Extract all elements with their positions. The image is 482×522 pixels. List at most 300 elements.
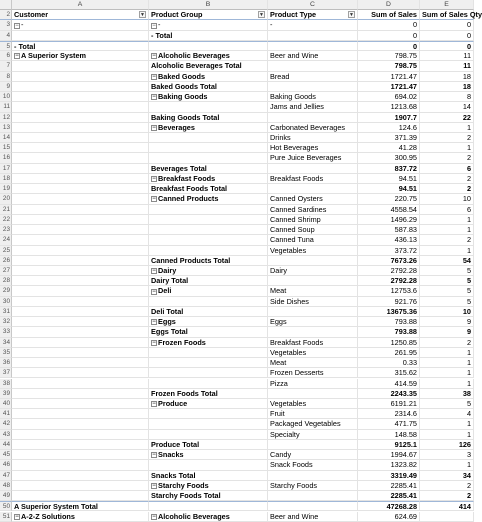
sum-of-sales-cell[interactable]: 94.51 [358,184,420,194]
product-type-filter-dropdown-icon[interactable]: ▼ [349,12,354,19]
customer-cell[interactable] [12,235,149,245]
product-group-cell[interactable] [149,102,268,112]
customer-cell[interactable] [12,471,149,481]
product-group-cell[interactable] [149,205,268,215]
sum-of-sales-cell[interactable]: 587.83 [358,225,420,235]
sum-of-sales-qty-cell[interactable]: 5 [420,276,474,286]
product-group-cell[interactable]: Alcoholic Beverages Total [149,61,268,71]
product-type-cell[interactable]: Starchy Foods [268,481,358,491]
sum-of-sales-qty-cell[interactable]: 9 [420,327,474,337]
sum-of-sales-qty-cell[interactable]: 8 [420,92,474,102]
sum-of-sales-qty-cell[interactable]: 10 [420,194,474,204]
customer-cell[interactable] [12,153,149,163]
product-type-cell[interactable]: Pizza [268,379,358,389]
product-type-cell[interactable] [268,501,358,511]
product-group-cell[interactable] [149,430,268,440]
product-type-cell[interactable]: Breakfast Foods [268,174,358,184]
product-group-cell[interactable]: Baking Goods Total [149,113,268,123]
sum-of-sales-cell[interactable]: 0.33 [358,358,420,368]
row-number[interactable]: 2 [0,10,12,20]
product-group-cell[interactable] [149,297,268,307]
row-number[interactable]: 44 [0,440,12,450]
sum-of-sales-qty-cell[interactable]: 0 [420,20,474,30]
row-number[interactable]: 17 [0,164,12,174]
customer-cell[interactable] [12,51,149,61]
product-type-cell[interactable] [268,491,358,501]
product-type-cell[interactable] [268,471,358,481]
row-number[interactable]: 39 [0,389,12,399]
product-type-cell[interactable]: Specialty [268,430,358,440]
sum-of-sales-qty-cell[interactable]: 0 [420,41,474,51]
customer-cell[interactable] [12,307,149,317]
product-group-cell[interactable]: Dairy Total [149,276,268,286]
product-group-cell[interactable] [149,153,268,163]
sum-of-sales-qty-cell[interactable]: 1 [420,246,474,256]
product-group-collapse-icon[interactable]: − [152,175,156,182]
product-group-collapse-icon[interactable]: − [152,53,156,60]
row-number[interactable]: 47 [0,471,12,481]
product-group-cell[interactable] [149,481,268,491]
customer-cell[interactable] [12,266,149,276]
sum-of-sales-qty-cell[interactable]: 3 [420,450,474,460]
sum-of-sales-qty-cell[interactable]: 5 [420,399,474,409]
row-number[interactable]: 3 [0,20,12,30]
row-number[interactable]: 28 [0,276,12,286]
sum-of-sales-qty-cell[interactable] [420,512,474,522]
sum-of-sales-cell[interactable]: 798.75 [358,61,420,71]
row-number[interactable]: 30 [0,297,12,307]
product-type-cell[interactable]: Canned Oysters [268,194,358,204]
customer-cell[interactable]: - Total [12,41,149,51]
sum-of-sales-qty-cell[interactable]: 38 [420,389,474,399]
sum-of-sales-qty-cell[interactable]: 18 [420,82,474,92]
customer-cell[interactable] [12,327,149,337]
sum-of-sales-qty-cell[interactable]: 5 [420,297,474,307]
row-number[interactable]: 14 [0,133,12,143]
product-group-collapse-icon[interactable]: − [152,482,156,489]
sum-of-sales-cell[interactable]: 2285.41 [358,481,420,491]
product-type-cell[interactable]: Vegetables [268,399,358,409]
customer-filter-dropdown-icon[interactable]: ▼ [140,12,145,19]
sum-of-sales-cell[interactable]: 471.75 [358,419,420,429]
sum-of-sales-qty-cell[interactable]: 1 [420,419,474,429]
sum-of-sales-cell[interactable]: 41.28 [358,143,420,153]
product-group-cell[interactable] [149,266,268,276]
product-group-cell[interactable] [149,133,268,143]
row-number[interactable]: 46 [0,460,12,470]
sum-of-sales-qty-cell[interactable]: 2 [420,481,474,491]
sum-of-sales-cell[interactable]: 1323.82 [358,460,420,470]
sum-of-sales-cell[interactable]: 220.75 [358,194,420,204]
row-number[interactable]: 35 [0,348,12,358]
product-group-collapse-icon[interactable]: − [152,22,156,29]
product-type-cell[interactable]: Jams and Jellies [268,102,358,112]
row-number[interactable]: 41 [0,409,12,419]
sum-of-sales-cell[interactable]: 2314.6 [358,409,420,419]
customer-cell[interactable] [12,276,149,286]
sum-of-sales-cell[interactable]: 793.88 [358,317,420,327]
product-type-cell[interactable]: Drinks [268,133,358,143]
product-type-cell[interactable]: Eggs [268,317,358,327]
customer-cell[interactable] [12,174,149,184]
sum-of-sales-cell[interactable]: 837.72 [358,164,420,174]
product-type-cell[interactable] [268,31,358,41]
product-type-cell[interactable]: Breakfast Foods [268,338,358,348]
sum-of-sales-qty-cell[interactable]: 11 [420,61,474,71]
customer-cell[interactable] [12,256,149,266]
customer-cell[interactable] [12,481,149,491]
product-group-collapse-icon[interactable]: − [152,452,156,459]
product-group-cell[interactable] [149,450,268,460]
row-number[interactable]: 37 [0,368,12,378]
product-group-cell[interactable]: Produce Total [149,440,268,450]
customer-cell[interactable] [12,440,149,450]
product-type-cell[interactable]: Frozen Desserts [268,368,358,378]
row-number[interactable]: 32 [0,317,12,327]
sum-of-sales-qty-cell[interactable]: 1 [420,143,474,153]
sum-of-sales-cell[interactable]: 1721.47 [358,82,420,92]
sum-of-sales-cell[interactable]: 148.58 [358,430,420,440]
product-group-cell[interactable] [149,92,268,102]
product-type-cell[interactable]: Canned Shrimp [268,215,358,225]
customer-cell[interactable] [12,102,149,112]
product-type-cell[interactable] [268,307,358,317]
sum-of-sales-qty-cell[interactable]: 34 [420,471,474,481]
row-number[interactable]: 16 [0,153,12,163]
product-group-cell[interactable] [149,72,268,82]
customer-cell[interactable] [12,399,149,409]
sum-of-sales-qty-header[interactable]: Sum of Sales Qty [422,10,482,20]
customer-cell[interactable] [12,184,149,194]
row-number[interactable]: 11 [0,102,12,112]
row-number[interactable]: 31 [0,307,12,317]
product-group-collapse-icon[interactable]: − [152,513,156,520]
row-number[interactable]: 25 [0,246,12,256]
row-number[interactable]: 42 [0,419,12,429]
sum-of-sales-cell[interactable]: 1721.47 [358,72,420,82]
select-all-corner[interactable] [0,0,12,10]
sum-of-sales-cell[interactable]: 921.76 [358,297,420,307]
product-type-cell[interactable]: Vegetables [268,348,358,358]
product-type-cell[interactable]: Canned Tuna [268,235,358,245]
sum-of-sales-qty-cell[interactable]: 54 [420,256,474,266]
sum-of-sales-qty-cell[interactable]: 2 [420,153,474,163]
product-group-cell[interactable] [149,348,268,358]
sum-of-sales-cell[interactable]: 1907.7 [358,113,420,123]
product-group-cell[interactable]: Beverages Total [149,164,268,174]
product-type-cell[interactable]: Beer and Wine [268,512,358,522]
row-number[interactable]: 4 [0,31,12,41]
product-group-cell[interactable]: Canned Products Total [149,256,268,266]
customer-cell[interactable] [12,164,149,174]
sum-of-sales-cell[interactable]: 373.72 [358,246,420,256]
row-number[interactable]: 24 [0,235,12,245]
product-group-cell[interactable]: Snacks Total [149,471,268,481]
sum-of-sales-cell[interactable]: 1994.67 [358,450,420,460]
product-group-cell[interactable] [149,41,268,51]
product-type-cell[interactable]: Dairy [268,266,358,276]
sum-of-sales-cell[interactable]: 300.95 [358,153,420,163]
row-number[interactable]: 40 [0,399,12,409]
sum-of-sales-qty-cell[interactable]: 11 [420,51,474,61]
product-group-cell[interactable] [149,399,268,409]
product-group-cell[interactable] [149,194,268,204]
product-group-collapse-icon[interactable]: − [152,319,156,326]
sum-of-sales-qty-cell[interactable]: 1 [420,358,474,368]
customer-cell[interactable] [12,491,149,501]
product-group-cell[interactable] [149,501,268,511]
product-group-cell[interactable] [149,338,268,348]
product-type-cell[interactable]: Beer and Wine [268,51,358,61]
product-group-cell[interactable] [149,460,268,470]
product-type-cell[interactable] [268,61,358,71]
sum-of-sales-cell[interactable]: 3319.49 [358,471,420,481]
sum-of-sales-cell[interactable]: 2792.28 [358,266,420,276]
product-type-cell[interactable] [268,41,358,51]
customer-cell[interactable] [12,297,149,307]
sum-of-sales-cell[interactable]: 2792.28 [358,276,420,286]
product-type-cell[interactable] [268,276,358,286]
product-group-collapse-icon[interactable]: − [152,94,156,101]
row-number[interactable]: 38 [0,379,12,389]
column-header-c[interactable]: C [268,0,358,10]
row-number[interactable]: 9 [0,82,12,92]
product-group-cell[interactable]: Starchy Foods Total [149,491,268,501]
customer-cell[interactable] [12,348,149,358]
row-number[interactable]: 27 [0,266,12,276]
product-group-cell[interactable] [149,20,268,30]
product-group-cell[interactable] [149,409,268,419]
product-type-cell[interactable]: Vegetables [268,246,358,256]
product-type-cell[interactable] [268,389,358,399]
sum-of-sales-cell[interactable]: 315.62 [358,368,420,378]
row-number[interactable]: 29 [0,286,12,296]
sum-of-sales-cell[interactable]: 94.51 [358,174,420,184]
row-number[interactable]: 45 [0,450,12,460]
product-group-cell[interactable]: Deli Total [149,307,268,317]
sum-of-sales-cell[interactable]: 2243.35 [358,389,420,399]
sum-of-sales-qty-cell[interactable]: 1 [420,225,474,235]
product-group-cell[interactable] [149,123,268,133]
product-group-cell[interactable] [149,51,268,61]
sum-of-sales-cell[interactable]: 1496.29 [358,215,420,225]
customer-cell[interactable] [12,194,149,204]
customer-cell[interactable] [12,430,149,440]
product-type-cell[interactable] [268,440,358,450]
sum-of-sales-qty-cell[interactable]: 14 [420,102,474,112]
customer-cell[interactable] [12,409,149,419]
customer-collapse-icon[interactable]: − [15,53,19,60]
product-type-cell[interactable]: Meat [268,286,358,296]
product-type-cell[interactable]: Baking Goods [268,92,358,102]
sum-of-sales-cell[interactable]: 9125.1 [358,440,420,450]
sum-of-sales-cell[interactable]: 0 [358,41,420,51]
product-type-cell[interactable]: Side Dishes [268,297,358,307]
sum-of-sales-qty-cell[interactable]: 1 [420,348,474,358]
customer-cell[interactable] [12,317,149,327]
row-number[interactable]: 26 [0,256,12,266]
product-type-cell[interactable]: Snack Foods [268,460,358,470]
product-type-cell[interactable] [268,184,358,194]
customer-collapse-icon[interactable]: − [15,513,19,520]
sum-of-sales-cell[interactable]: 7673.26 [358,256,420,266]
sum-of-sales-qty-cell[interactable]: 6 [420,205,474,215]
sum-of-sales-qty-cell[interactable]: 1 [420,215,474,225]
column-header-d[interactable]: D [358,0,420,10]
product-group-cell[interactable] [149,215,268,225]
sum-of-sales-cell[interactable]: 414.59 [358,379,420,389]
product-group-cell[interactable] [149,358,268,368]
sum-of-sales-cell[interactable]: 12753.6 [358,286,420,296]
product-type-cell[interactable] [268,256,358,266]
row-number[interactable]: 34 [0,338,12,348]
sum-of-sales-cell[interactable]: 798.75 [358,51,420,61]
sum-of-sales-qty-cell[interactable]: 1 [420,430,474,440]
product-group-cell[interactable] [149,225,268,235]
customer-cell[interactable] [12,419,149,429]
product-type-cell[interactable] [268,327,358,337]
product-group-cell[interactable]: - Total [149,31,268,41]
customer-cell[interactable] [12,82,149,92]
product-type-cell[interactable] [268,113,358,123]
product-type-cell[interactable]: Meat [268,358,358,368]
customer-cell[interactable] [12,92,149,102]
product-type-cell[interactable]: Packaged Vegetables [268,419,358,429]
customer-cell[interactable] [12,143,149,153]
customer-cell[interactable] [12,389,149,399]
product-group-cell[interactable]: Eggs Total [149,327,268,337]
sum-of-sales-qty-cell[interactable]: 9 [420,317,474,327]
product-group-cell[interactable]: Breakfast Foods Total [149,184,268,194]
sum-of-sales-qty-cell[interactable]: 1 [420,368,474,378]
row-number[interactable]: 48 [0,481,12,491]
sum-of-sales-qty-cell[interactable]: 2 [420,174,474,184]
sum-of-sales-qty-cell[interactable]: 10 [420,307,474,317]
product-group-collapse-icon[interactable]: − [152,73,156,80]
product-group-cell[interactable]: Baked Goods Total [149,82,268,92]
sum-of-sales-cell[interactable]: 1213.68 [358,102,420,112]
product-group-filter-dropdown-icon[interactable]: ▼ [259,12,264,19]
customer-cell[interactable] [12,61,149,71]
row-number[interactable]: 23 [0,225,12,235]
row-number[interactable]: 21 [0,205,12,215]
product-group-cell[interactable] [149,379,268,389]
product-group-cell[interactable]: Frozen Foods Total [149,389,268,399]
sum-of-sales-cell[interactable]: 1250.85 [358,338,420,348]
sum-of-sales-qty-cell[interactable]: 5 [420,286,474,296]
sum-of-sales-qty-cell[interactable]: 1 [420,460,474,470]
row-number[interactable]: 13 [0,123,12,133]
product-group-collapse-icon[interactable]: − [152,288,156,295]
customer-cell[interactable] [12,379,149,389]
customer-cell[interactable] [12,113,149,123]
sum-of-sales-qty-cell[interactable]: 2 [420,491,474,501]
product-type-cell[interactable] [268,164,358,174]
row-number[interactable]: 49 [0,491,12,501]
customer-cell[interactable] [12,460,149,470]
column-header-a[interactable]: A [12,0,149,10]
customer-cell[interactable] [12,31,149,41]
row-number[interactable]: 51 [0,512,12,522]
product-group-cell[interactable] [149,174,268,184]
product-group-collapse-icon[interactable]: − [152,124,156,131]
sum-of-sales-qty-cell[interactable]: 2 [420,338,474,348]
product-group-collapse-icon[interactable]: − [152,401,156,408]
sum-of-sales-qty-cell[interactable]: 4 [420,409,474,419]
customer-cell[interactable] [12,246,149,256]
product-type-cell[interactable]: Candy [268,450,358,460]
customer-cell[interactable] [12,123,149,133]
row-number[interactable]: 18 [0,174,12,184]
sum-of-sales-header[interactable]: Sum of Sales [358,10,420,20]
product-type-cell[interactable]: Carbonated Beverages [268,123,358,133]
customer-cell[interactable] [12,20,149,30]
customer-cell[interactable] [12,512,149,522]
product-group-cell[interactable] [149,419,268,429]
row-number[interactable]: 33 [0,327,12,337]
customer-cell[interactable] [12,225,149,235]
product-type-cell[interactable]: Bread [268,72,358,82]
sum-of-sales-cell[interactable]: 2285.41 [358,491,420,501]
sum-of-sales-qty-cell[interactable]: 6 [420,164,474,174]
customer-cell[interactable] [12,338,149,348]
product-group-cell[interactable] [149,368,268,378]
customer-cell[interactable] [12,368,149,378]
product-group-cell[interactable] [149,286,268,296]
sum-of-sales-cell[interactable]: 4558.54 [358,205,420,215]
sum-of-sales-cell[interactable]: 694.02 [358,92,420,102]
customer-cell[interactable]: A Superior System Total [12,501,149,511]
customer-cell[interactable] [12,450,149,460]
customer-cell[interactable] [12,286,149,296]
row-number[interactable]: 10 [0,92,12,102]
sum-of-sales-cell[interactable]: 6191.21 [358,399,420,409]
sum-of-sales-qty-cell[interactable]: 1 [420,123,474,133]
sum-of-sales-qty-cell[interactable]: 2 [420,133,474,143]
row-number[interactable]: 6 [0,51,12,61]
customer-collapse-icon[interactable]: − [15,22,19,29]
product-group-cell[interactable] [149,246,268,256]
product-group-cell[interactable] [149,235,268,245]
sum-of-sales-cell[interactable]: 124.6 [358,123,420,133]
row-number[interactable]: 50 [0,501,12,511]
product-type-cell[interactable]: Canned Sardines [268,205,358,215]
product-type-cell[interactable]: Canned Soup [268,225,358,235]
sum-of-sales-qty-cell[interactable]: 22 [420,113,474,123]
sum-of-sales-qty-cell[interactable]: 2 [420,184,474,194]
sum-of-sales-qty-cell[interactable]: 2 [420,235,474,245]
sum-of-sales-cell[interactable]: 371.39 [358,133,420,143]
sum-of-sales-qty-cell[interactable]: 0 [420,31,474,41]
row-number[interactable]: 7 [0,61,12,71]
row-number[interactable]: 36 [0,358,12,368]
row-number[interactable]: 43 [0,430,12,440]
sum-of-sales-qty-cell[interactable]: 1 [420,379,474,389]
customer-cell[interactable] [12,205,149,215]
product-group-collapse-icon[interactable]: − [152,268,156,275]
sum-of-sales-cell[interactable]: 261.95 [358,348,420,358]
product-type-cell[interactable]: Hot Beverages [268,143,358,153]
row-number[interactable]: 19 [0,184,12,194]
customer-cell[interactable] [12,358,149,368]
sum-of-sales-cell[interactable]: 436.13 [358,235,420,245]
customer-cell[interactable] [12,72,149,82]
customer-cell[interactable] [12,215,149,225]
column-header-e[interactable]: E [420,0,474,10]
product-group-cell[interactable] [149,512,268,522]
column-header-b[interactable]: B [149,0,268,10]
sum-of-sales-cell[interactable]: 0 [358,20,420,30]
